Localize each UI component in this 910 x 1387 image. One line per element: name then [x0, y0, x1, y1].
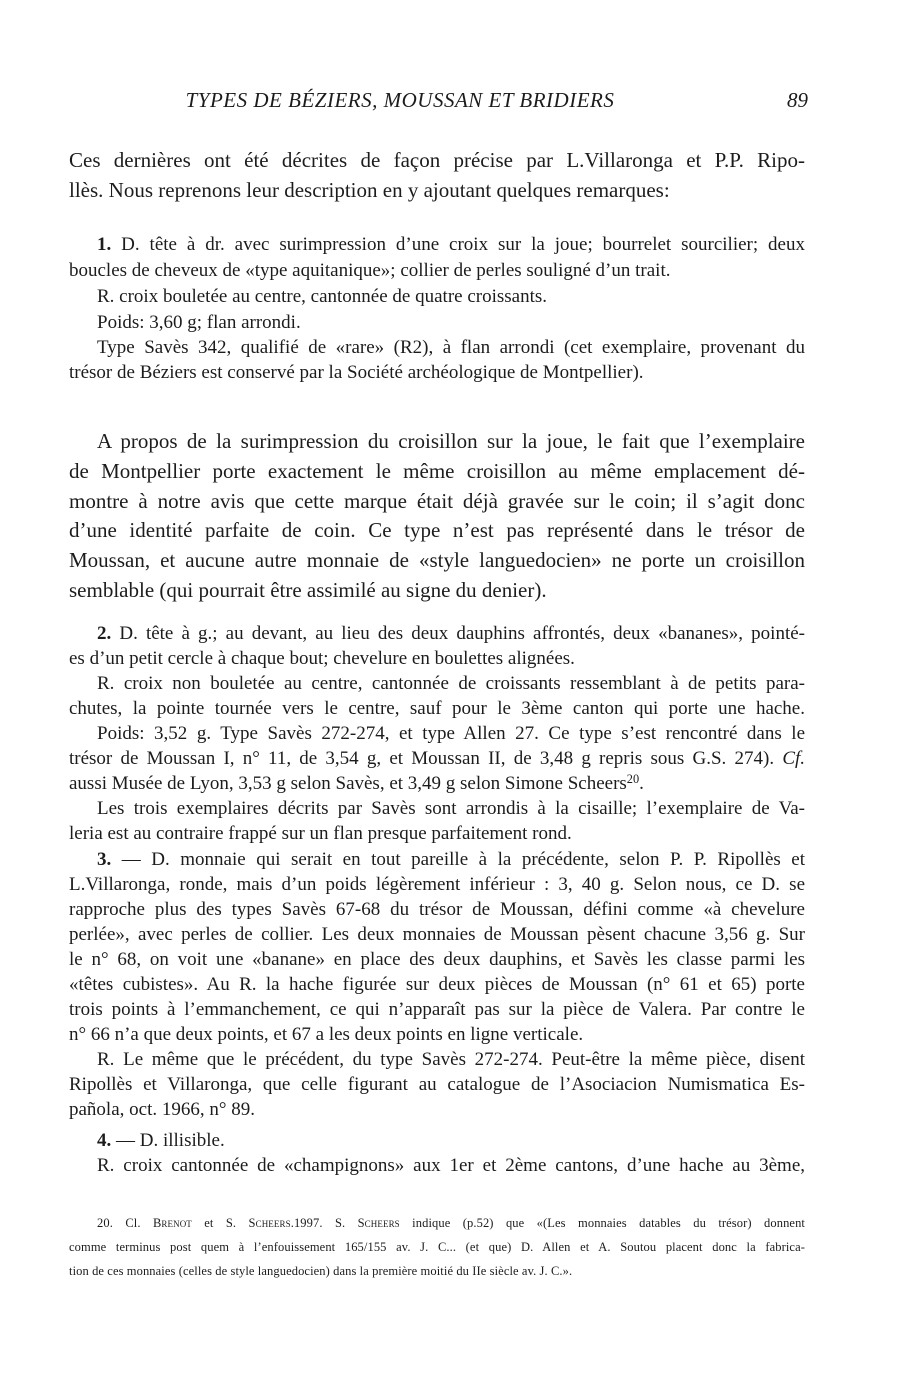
footnote-number: 20.: [97, 1216, 113, 1230]
coin-2-weight-line-1: Poids: 3,52 g. Type Savès 272-274, et type Allen 27. Ce type s’est rencontré dans le: [97, 723, 805, 744]
coin-2-reverse-line-1: R. croix non bouletée au centre, cantonnée de croissants ressemblant à de petits para-: [97, 673, 805, 694]
coin-3-line-3: rapproche plus des types Savès 67-68 du trésor de Moussan, défini comme «à chevelure: [69, 899, 805, 920]
coin-3-line-2: L.Villaronga, ronde, mais d’un poids légèrement inférieur : 3, 40 g. Selon nous, ce D. se: [69, 874, 805, 895]
coin-3-line-5: le n° 68, on voit une «banane» en place des deux dauphins, et Savès les classe parmi les: [69, 949, 805, 970]
coin-1-line-1: 1. D. tête à dr. avec surimpression d’une croix sur la joue; bourrelet sourcilier; deux: [97, 234, 805, 255]
coin-4-line-1: 4. — D. illisible.: [97, 1130, 225, 1151]
coin-1-line-2: boucles de cheveux de «type aquitanique»; collier de perles souligné d’un trait.: [69, 260, 671, 281]
coin-1-reverse: R. croix bouletée au centre, cantonnée de quatre croissants.: [97, 286, 548, 307]
coin-2-line-2: es d’un petit cercle à chaque bout; chevelure en boulettes alignées.: [69, 648, 575, 669]
discussion-line-5: Moussan, et aucune autre monnaie de «style languedocien» ne porte un croisillon: [69, 548, 805, 572]
coin-3-reverse-line-3: pañola, oct. 1966, n° 89.: [69, 1099, 255, 1120]
intro-line-1: Ces dernières ont été décrites de façon précise par L.Villaronga et P.P. Ripo-: [69, 148, 805, 172]
coin-3-line-8: n° 66 n’a que deux points, et 67 a les deux points en ligne verticale.: [69, 1024, 584, 1045]
discussion-line-2: de Montpellier porte exactement le même croisillon au même emplacement dé-: [69, 459, 805, 483]
intro-line-2: llès. Nous reprenons leur description en y ajoutant quelques remarques:: [69, 178, 670, 202]
footnote-20-line-2: comme terminus post quem à l’enfouissement 165/155 av. J. C... (et que) D. Allen et A. Soutou placent donc la fabrica-: [69, 1240, 805, 1254]
coin-1-number: 1.: [97, 234, 112, 255]
footnote-20-line-1: 20. Cl. Brenot et S. Scheers.1997. S. Scheers indique (p.52) que «(Les monnaies datables du trésor) donnent: [97, 1216, 805, 1230]
coin-2-line-1: 2. D. tête à g.; au devant, au lieu des deux dauphins affrontés, deux «bananes», pointé-: [97, 623, 805, 644]
coin-3-line-4: perlée», avec perles de collier. Les deux monnaies de Moussan pèsent chacune 3,56 g. Sur: [69, 924, 805, 945]
footnote-ref-20[interactable]: 20: [626, 772, 640, 786]
coin-4-number: 4.: [97, 1130, 112, 1151]
coin-2-reverse-line-2: chutes, la pointe tournée vers le centre, sauf pour le 3ème canton qui porte une hache.: [69, 698, 805, 719]
coin-2-note-line-2: leria est au contraire frappé sur un flan presque parfaitement rond.: [69, 823, 572, 844]
coin-4-reverse-line-1: R. croix cantonnée de «champignons» aux 1er et 2ème cantons, d’une hache au 3ème,: [97, 1155, 805, 1176]
coin-1-type-line-1: Type Savès 342, qualifié de «rare» (R2), à flan arrondi (cet exemplaire, provenant du: [97, 337, 805, 358]
coin-3-line-7: trois points à l’emmanchement, ce qui n’apparaît pas sur la pièce de Valera. Par contre le: [69, 999, 805, 1020]
coin-1-type-line-2: trésor de Béziers est conservé par la Société archéologique de Montpellier).: [69, 362, 644, 383]
discussion-line-3: montre à notre avis que cette marque était déjà gravée sur le coin; il s’agit donc: [69, 489, 805, 513]
discussion-line-6: semblable (qui pourrait être assimilé au signe du denier).: [69, 578, 547, 602]
page-number: 89: [787, 88, 808, 112]
coin-3-line-1: 3. — D. monnaie qui serait en tout pareille à la précédente, selon P. P. Ripollès et: [97, 849, 805, 870]
coin-2-number: 2.: [97, 623, 112, 644]
coin-2-note-line-1: Les trois exemplaires décrits par Savès sont arrondis à la cisaille; l’exemplaire de Va-: [97, 798, 805, 819]
coin-2-weight-line-3: aussi Musée de Lyon, 3,53 g selon Savès, et 3,49 g selon Simone Scheers$^{20}$.: [69, 772, 644, 794]
footnote-20-line-3: tion de ces monnaies (celles de style languedocien) dans la première moitié du IIe siècle av. J. C.».: [69, 1264, 573, 1278]
discussion-line-1: A propos de la surimpression du croisillon sur la joue, le fait que l’exemplaire: [97, 429, 805, 453]
running-header-title: TYPES DE BÉZIERS, MOUSSAN ET BRIDIERS: [185, 88, 615, 112]
coin-3-reverse-line-1: R. Le même que le précédent, du type Savès 272-274. Peut-être la même pièce, disent: [97, 1049, 805, 1070]
coin-3-number: 3.: [97, 849, 112, 870]
coin-3-reverse-line-2: Ripollès et Villaronga, que celle figurant au catalogue de l’Asociacion Numismatica Es-: [69, 1074, 805, 1095]
coin-3-line-6: «têtes cubistes». Au R. la hache figurée sur deux pièces de Moussan (n° 61 et 65) porte: [69, 974, 805, 995]
coin-2-weight-line-2: trésor de Moussan I, n° 11, de 3,54 g, et Moussan II, de 3,48 g repris sous G.S. 274). Cf.: [69, 748, 805, 769]
coin-1-weight: Poids: 3,60 g; flan arrondi.: [97, 312, 301, 333]
discussion-line-4: d’une identité parfaite de coin. Ce type n’est pas représenté dans le trésor de: [69, 518, 805, 542]
